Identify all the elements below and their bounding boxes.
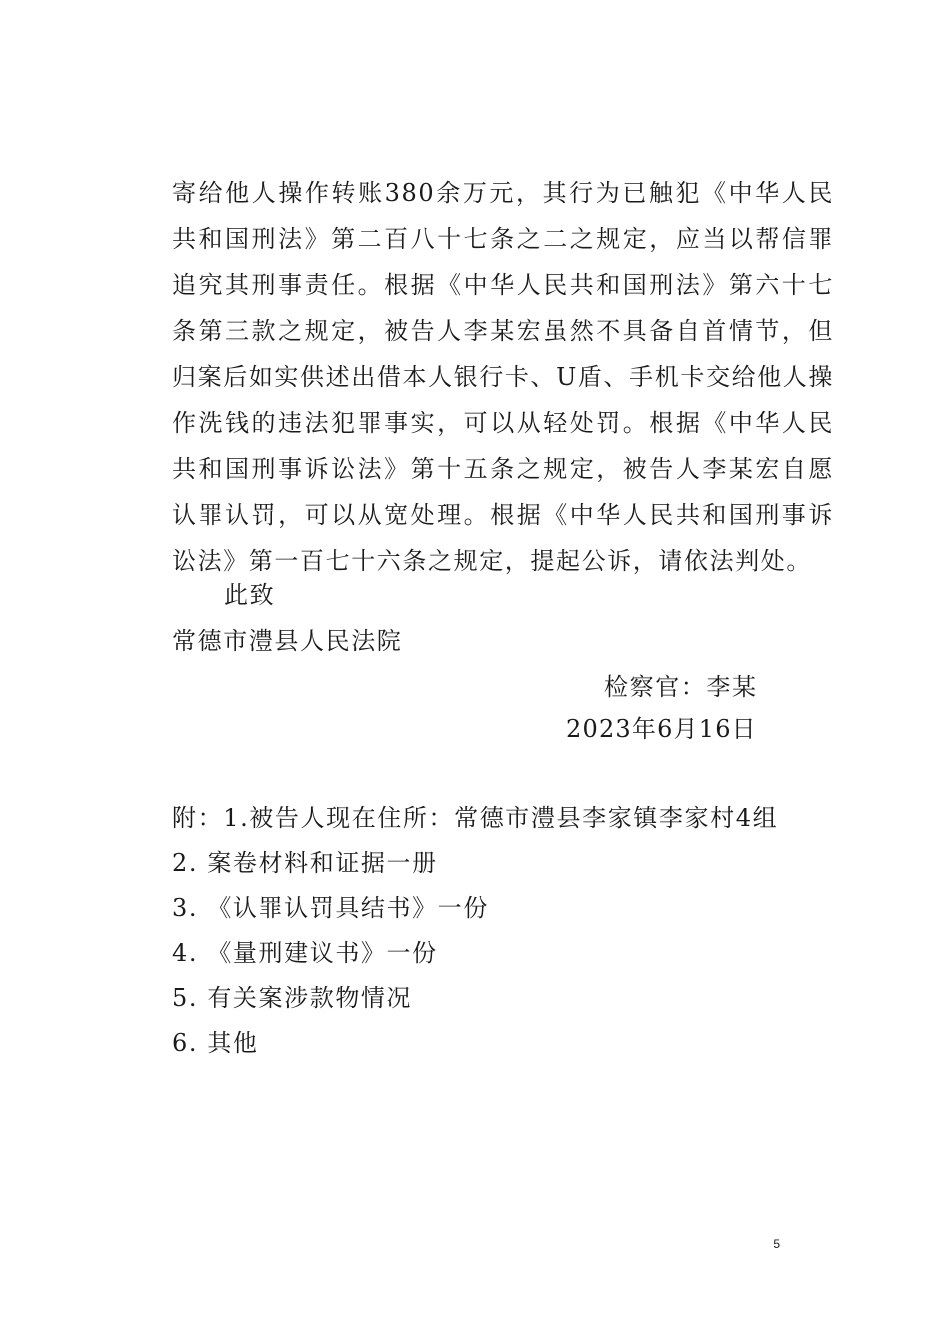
salutation: 此致 bbox=[224, 581, 276, 609]
attachment-item: 2. 案卷材料和证据一册 bbox=[172, 849, 438, 877]
body-paragraph: 寄给他人操作转账380余万元，其行为已触犯《中华人民共和国刑法》第二百八十七条之二之规定，应当以帮信罪追究其刑事责任。根据《中华人民共和国刑法》第六十七条第三款之规定，被告人李某宏虽然不具备自首情节，但归案后如实供述出借本人银行卡、U盾、手机卡交给他人操作洗钱的违法犯罪事实，可以从轻处罚。根据《中华人民共和国刑事诉讼法》第十五条之规定，被告人李某宏自愿认罪认罚，可以从宽处理。根据《中华人民共和国刑事诉讼法》第一百七十六条之规定，提起公诉，请依法判处。 bbox=[172, 179, 834, 575]
attachment-item: 3. 《认罪认罚具结书》一份 bbox=[172, 894, 489, 922]
indictment-body-text bbox=[172, 170, 834, 584]
attachment-item: 6. 其他 bbox=[172, 1029, 259, 1057]
attachment-item: 5. 有关案涉款物情况 bbox=[172, 984, 413, 1012]
addressee-court: 常德市澧县人民法院 bbox=[172, 627, 403, 655]
attachment-item: 附：1.被告人现在住所：常德市澧县李家镇李家村4组 bbox=[172, 804, 779, 832]
attachment-item: 4. 《量刑建议书》一份 bbox=[172, 939, 438, 967]
document-date: 2023年6月16日 bbox=[566, 715, 757, 743]
attachments-list bbox=[172, 796, 778, 1066]
page-number: 5 bbox=[773, 1237, 780, 1251]
prosecutor-signature: 检察官：李某 bbox=[604, 673, 758, 701]
